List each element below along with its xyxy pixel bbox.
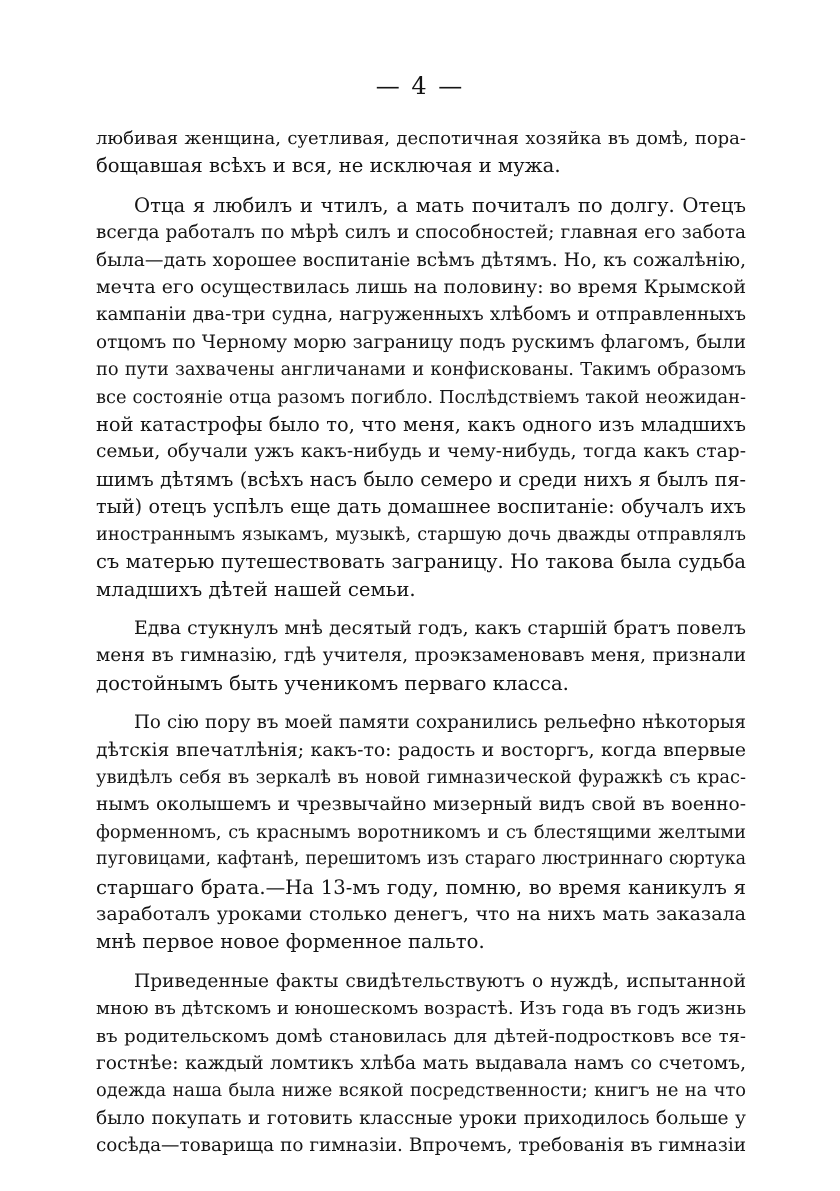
text-line: мечта его осуществилась лишь на половину: во время Крымской: [96, 277, 746, 299]
text-line: сосѣда—товарища по гимназіи. Впрочемъ, требованія въ гимназіи: [96, 1135, 746, 1157]
text-line: любивая женщина, суетливая, деспотичная хозяйка въ домѣ, пора-: [96, 128, 746, 149]
text-line: иностраннымъ языкамъ, музыкѣ, старшую дочь дважды отправлялъ: [96, 523, 746, 545]
text-line: Едва стукнулъ мнѣ десятый годъ, какъ старшій братъ повелъ: [134, 617, 746, 639]
text-line: ной катастрофы было то, что меня, какъ одного изъ младшихъ: [96, 413, 746, 437]
text-line: мною въ дѣтскомъ и юношескомъ возрастѣ. Изъ года въ годъ жизнь: [96, 998, 746, 1020]
text-line: шимъ дѣтямъ (всѣхъ насъ было семеро и среди нихъ я былъ пя-: [96, 467, 746, 491]
text-line: всегда работалъ по мѣрѣ силъ и способностей; главная его забота: [96, 222, 746, 244]
body-text: [96, 125, 746, 1172]
text-line: гостнѣе: каждый ломтикъ хлѣба мать выдавала намъ со счетомъ,: [96, 1053, 746, 1074]
text-line: по пути захвачены англичанами и конфискованы. Такимъ образомъ: [96, 359, 746, 381]
text-line: кампаніи два-три судна, нагруженныхъ хлѣбомъ и отправленныхъ: [96, 304, 746, 326]
text-line: меня въ гимназію, гдѣ учителя, проэкзаменовавъ меня, признали: [96, 645, 746, 667]
text-line: дѣтскія впечатлѣнія; какъ-то: радость и восторгъ, когда впервые: [96, 739, 746, 761]
text-line: все состояніе отца разомъ погибло. Послѣдствіемъ такой неожидан-: [96, 386, 746, 408]
text-line: было покупать и готовить классные уроки приходилось больше у: [96, 1107, 746, 1129]
text-line: Приведенные факты свидѣтельствуютъ о нуждѣ, испытанной: [134, 970, 746, 992]
text-line: Отца я любилъ и чтилъ, а мать почиталъ по долгу. Отецъ: [134, 193, 746, 217]
text-line: въ родительскомъ домѣ становилась для дѣтей-подростковъ все тя-: [96, 1025, 746, 1047]
paragraph: [96, 968, 746, 1160]
text-line: тый) отецъ успѣлъ еще дать домашнее воспитаніе: обучалъ ихъ: [96, 495, 746, 519]
text-line: была—дать хорошее воспитаніе всѣмъ дѣтямъ. Но, къ сожалѣнію,: [96, 249, 746, 271]
text-line: заработалъ уроками столько денегъ, что на нихъ мать заказала: [96, 902, 746, 925]
text-line: одежда наша была ниже всякой посредственности; книгъ не на что: [96, 1080, 746, 1102]
text-line: бощавшая всѣхъ и вся, не исключая и мужа.: [96, 154, 561, 178]
text-line: достойнымъ быть ученикомъ перваго класса.: [96, 671, 569, 695]
text-line: пуговицами, кафтанѣ, перешитомъ изъ стараго люстриннаго сюртука: [96, 849, 746, 870]
text-line: семьи, обучали ужъ какъ-нибудь и чему-нибудь, тогда какъ стар-: [96, 441, 746, 463]
paragraph: [96, 615, 746, 697]
text-line: форменномъ, съ краснымъ воротникомъ и съ блестящими желтыми: [96, 821, 746, 843]
text-line: старшаго брата.—На 13-мъ году, помню, во время каникулъ я: [96, 875, 746, 899]
text-line: младшихъ дѣтей нашей семьи.: [96, 577, 416, 601]
paragraph: [96, 125, 746, 180]
paragraph: [96, 192, 746, 603]
paragraph: [96, 709, 746, 956]
text-line: съ матерью путешествовать заграницу. Но такова была судьба: [96, 550, 746, 574]
text-line: увидѣлъ себя въ зеркалѣ въ новой гимназической фуражкѣ съ крас-: [96, 766, 746, 788]
text-line: мнѣ первое новое форменное пальто.: [96, 930, 485, 954]
page-number-header: — 4 —: [375, 72, 465, 100]
text-line: По сію пору въ моей памяти сохранились рельефно нѣкоторыя: [134, 712, 746, 734]
text-line: нымъ околышемъ и чрезвычайно мизерный видъ свой въ военно-: [96, 794, 746, 816]
text-line: отцомъ по Черному морю заграницу подъ рускимъ флагомъ, были: [96, 331, 746, 353]
